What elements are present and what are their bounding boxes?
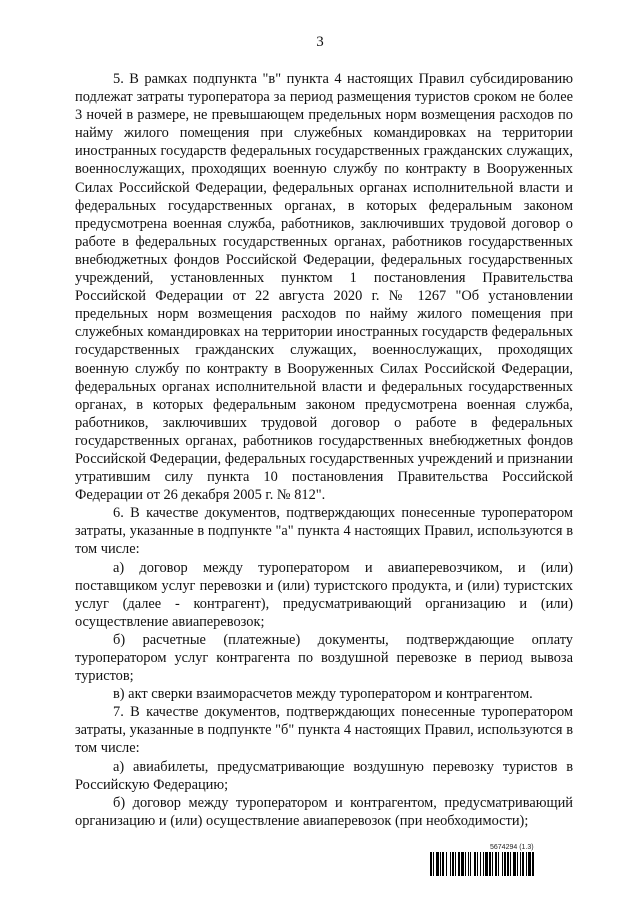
paragraph-6-b: б) расчетные (платежные) документы, подтверждающие оплату туроператором услуг контрагента по воздушной перевозке в период вывоза туристов;	[75, 631, 573, 685]
document-barcode	[430, 843, 562, 876]
barcode-icon	[430, 852, 562, 876]
paragraph-7-a: а) авиабилеты, предусматривающие воздушную перевозку туристов в Российскую Федерацию;	[75, 758, 573, 793]
paragraph-6-v: в) акт сверки взаиморасчетов между туроператором и контрагентом.	[113, 686, 533, 703]
barcode-label: 5674294 (1.3)	[490, 844, 534, 851]
paragraph-5: 5. В рамках подпункта "в" пункта 4 настоящих Правил субсидированию подлежат затраты туроператора за период размещения туристов сроком не более 3 ночей в размере, не превышающем предельных норм возмещения расходов по найму жилого помещения при служебных командировках на территории иностранных государств федеральных государственных гражданских служащих, военнослужащих, проходящих военную службу по контракту в Вооруженных Силах Российской Федерации, федеральных органах исполнительной власти и федеральных государственных органах, в которых федеральным законом предусмотрена военная служба, работников, заключивших трудовой договор о работе в федеральных государственных органах, работников государственных внебюджетных фондов Российской Федерации, федеральных государственных учреждений, установленных пунктом 1 постановления Правительства Российской Федерации от 22 августа 2020 г. № 1267 "Об установлении предельных норм возмещения расходов по найму жилого помещения при служебных командировках на территории иностранных государств федеральных государственных гражданских служащих, военнослужащих, проходящих военную службу по контракту в Вооруженных Силах Российской Федерации, федеральных органах исполнительной власти и федеральных государственных органах, в которых федеральным законом предусмотрена военная служба, работников, заключивших трудовой договор о работе в федеральных государственных органах, работников государственных внебюджетных фондов Российской Федерации, федеральных государственных учреждений и признании утратившим силу пункта 10 постановления Правительства Российской Федерации от 26 декабря 2005 г. № 812".	[75, 71, 573, 504]
page-number: 3	[316, 34, 324, 50]
paragraph-6: 6. В качестве документов, подтверждающих понесенные туроператором затраты, указанные в подпункте "а" пункта 4 настоящих Правил, используются в том числе:	[75, 505, 573, 558]
paragraph-7-b: б) договор между туроператором и контрагентом, предусматривающий организацию и (или) осуществление авиаперевозок (при необходимости);	[75, 794, 573, 829]
document-body	[75, 70, 573, 830]
paragraph-7: 7. В качестве документов, подтверждающих понесенные туроператором затраты, указанные в подпункте "б" пункта 4 настоящих Правил, используются в том числе:	[75, 704, 573, 757]
paragraph-6-a: а) договор между туроператором и авиаперевозчиком, и (или) поставщиком услуг перевозки и (или) туристского продукта, и (или) туристских услуг (далее - контрагент), предусматривающий организацию и (или) осуществление авиаперевозок;	[75, 559, 573, 630]
